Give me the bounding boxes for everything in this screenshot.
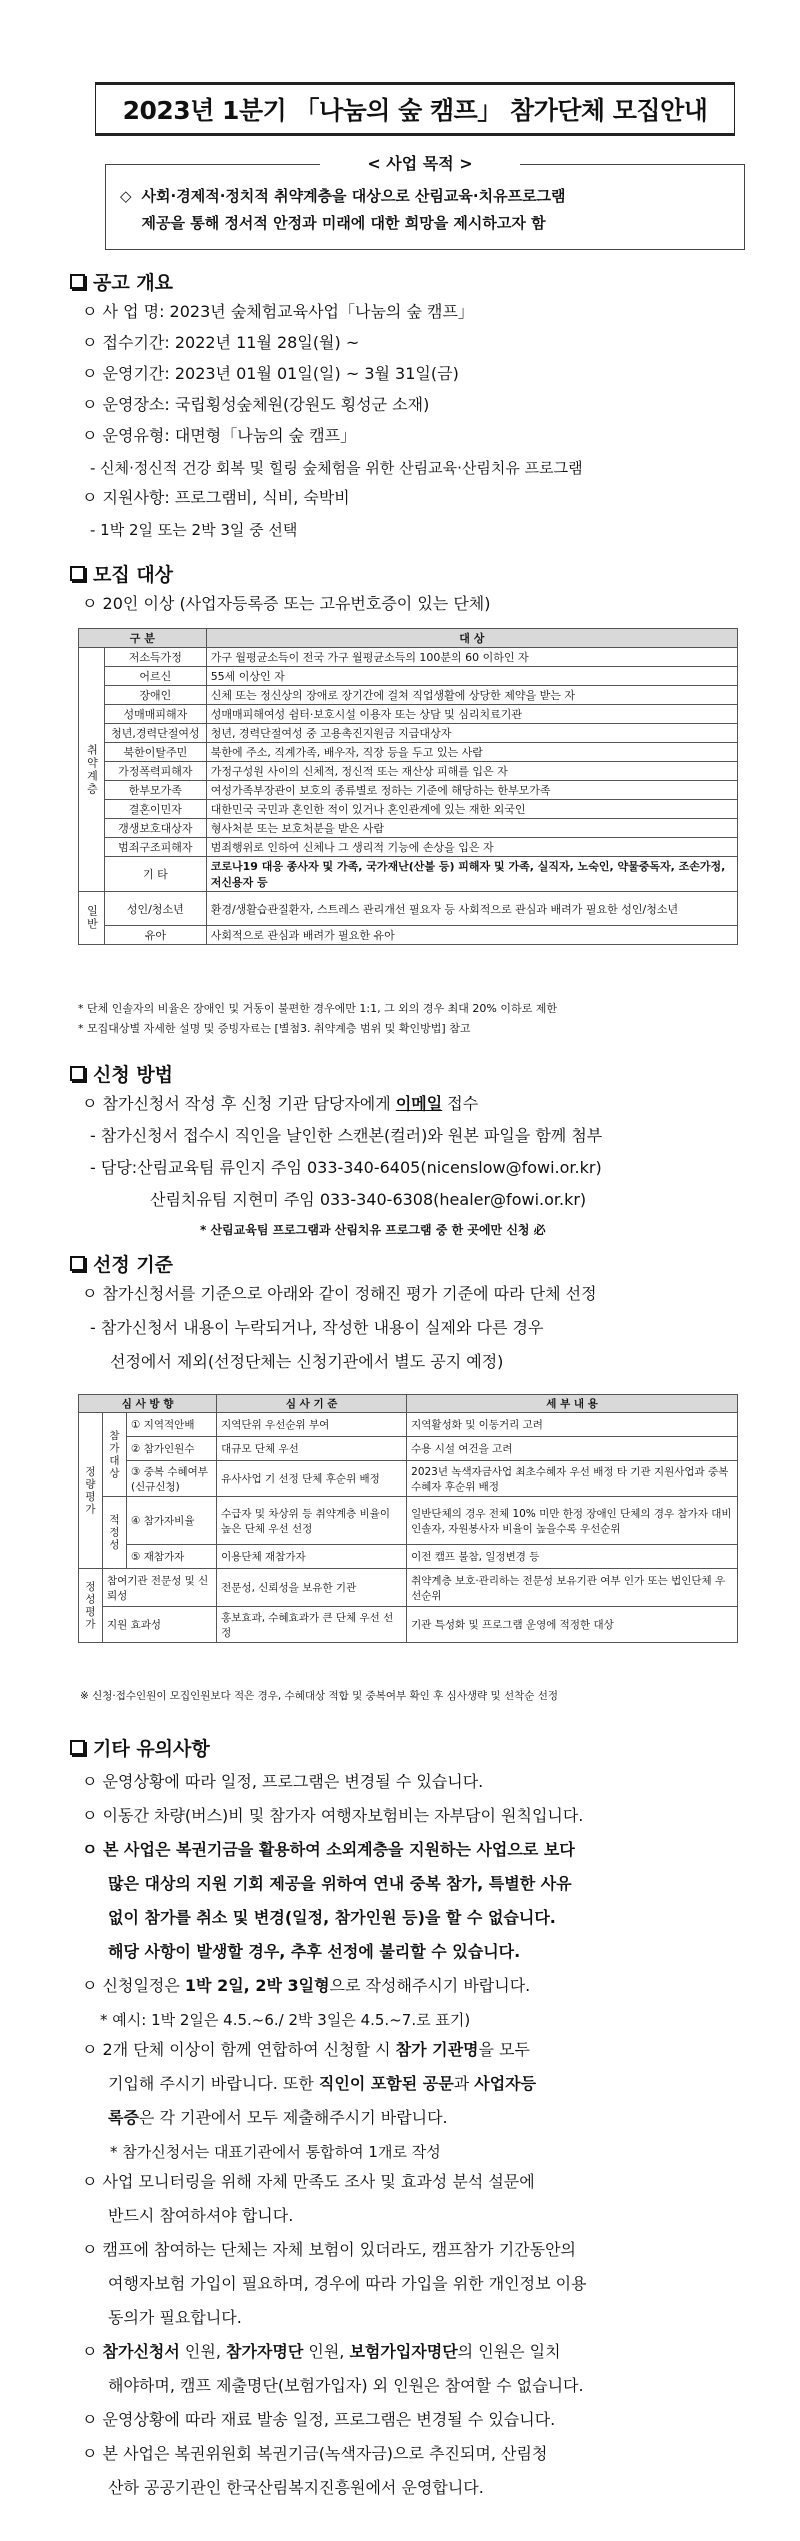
notice-item: - 1박 2일 또는 2박 3일 중 선택 [90,521,298,539]
target-type: 장애인 [105,686,207,705]
purpose-line-2: 제공을 통해 정서적 안정과 미래에 대한 희망을 제시하고자 함 [141,214,546,232]
selection-criteria: 전문성, 신뢰성을 보유한 기관 [217,1569,407,1607]
selection-sub-1: 참가대상 [103,1413,127,1497]
selection-col-3: 세 부 내 용 [407,1395,738,1413]
target-desc: 여성가족부장관이 보호의 종류별로 정하는 기준에 해당하는 한부모가족 [206,781,737,800]
selection-line-1: ㅇ 참가신청서를 기준으로 아래와 같이 정해진 평가 기준에 따라 단체 선정 [82,1284,597,1303]
target-type: 어르신 [105,667,207,686]
target-col-group: 구 분 [79,629,207,648]
other-line: ㅇ 2개 단체 이상이 함께 연합하여 신청할 시 참가 기관명을 모두 [82,2040,530,2059]
other-line: ㅇ 운영상황에 따라 재료 발송 일정, 프로그램은 변경될 수 있습니다. [82,2410,556,2429]
other-line: ㅇ 본 사업은 복권기금을 활용하여 소외계층을 지원하는 사업으로 보다 [82,1840,575,1859]
selection-detail: 수용 시설 여건을 고려 [407,1437,738,1461]
target-col-target: 대 상 [206,629,737,648]
selection-item: 지원 효과성 [103,1607,217,1643]
selection-item: ② 참가인원수 [127,1437,217,1461]
notice-heading [70,268,173,295]
other-line: 기입해 주시기 바랍니다. 또한 직인이 포함된 공문과 사업자등 [108,2074,537,2093]
other-line: 해당 사항이 발생할 경우, 추후 선정에 불리할 수 있습니다. [108,1942,521,1961]
other-line: * 예시: 1박 2일은 4.5.~6./ 2박 3일은 4.5.~7.로 표기) [100,2011,471,2029]
selection-note: ※ 신청·접수인원이 모집인원보다 적은 경우, 수혜대상 적합 및 중복여부 확인 후 심사생략 및 선착순 선정 [80,1690,559,1702]
square-bullet-icon [70,566,85,581]
target-desc: 청년, 경력단절여성 중 고용촉진지원금 지급대상자 [206,724,737,743]
purpose-section [105,152,745,254]
other-line: 여행자보험 가입이 필요하며, 경우에 따라 가입을 위한 개인정보 이용 [108,2274,587,2293]
target-type: 기 타 [105,857,207,892]
selection-criteria: 지역단위 우선순위 부여 [217,1413,407,1437]
selection-heading [70,1250,173,1277]
target-desc: 대한민국 국민과 혼인한 적이 있거나 혼인관계에 있는 재한 외국인 [206,800,737,819]
selection-sub-2: 적정성 [103,1497,127,1569]
selection-detail: 2023년 녹색자금사업 최초수혜자 우선 배정 타 기관 지원사업과 중복수혜자 후순위 배정 [407,1461,738,1497]
page-title: 2023년 1분기 「나눔의 숲 캠프」 참가단체 모집안내 [95,82,735,136]
selection-criteria: 유사사업 기 선정 단체 후순위 배정 [217,1461,407,1497]
other-line: * 참가신청서는 대표기관에서 통합하여 1개로 작성 [110,2143,441,2161]
other-line: 동의가 필요합니다. [108,2308,242,2327]
target-heading [70,560,173,587]
square-bullet-icon [70,1740,85,1755]
selection-criteria: 홍보효과, 수혜효과가 큰 단체 우선 선정 [217,1607,407,1643]
target-type: 가정폭력피해자 [105,762,207,781]
target-desc: 북한에 주소, 직계가족, 배우자, 직장 등을 두고 있는 사람 [206,743,737,762]
square-bullet-icon [70,274,85,289]
selection-item: ⑤ 재참가자 [127,1545,217,1569]
purpose-label: < 사업 목적 > [320,152,520,176]
target-desc: 범죄행위로 인하여 신체나 그 생리적 기능에 손상을 입은 자 [206,838,737,857]
square-bullet-icon [70,1066,85,1081]
notice-item: ㅇ 운영기간: 2023년 01월 01일(일) ~ 3월 31일(금) [82,364,459,383]
selection-criteria: 수급자 및 차상위 등 취약계층 비율이 높은 단체 우선 선정 [217,1497,407,1545]
selection-col-2: 심 사 기 준 [217,1395,407,1413]
selection-detail: 지역활성화 및 이동거리 고려 [407,1413,738,1437]
other-line: ㅇ 신청일정은 1박 2일, 2박 3일형으로 작성해주시기 바랍니다. [82,1976,531,1995]
target-type: 결혼이민자 [105,800,207,819]
other-line: 해야하며, 캠프 제출명단(보험가입자) 외 인원은 참여할 수 없습니다. [108,2376,584,2395]
selection-criteria: 이용단체 재참가자 [217,1545,407,1569]
purpose-box [105,164,745,250]
target-type: 성매매피해자 [105,705,207,724]
target-heading-text: 모집 대상 [93,564,174,586]
selection-col-1: 심 사 방 향 [79,1395,217,1413]
other-line: ㅇ 캠프에 참여하는 단체는 자체 보험이 있더라도, 캠프참가 기간동안의 [82,2240,576,2259]
selection-group-1: 정량평가 [79,1413,103,1569]
selection-item: ③ 중복 수혜여부 (신규신청) [127,1461,217,1497]
target-desc: 55세 이상인 자 [206,667,737,686]
apply-line-2: - 참가신청서 접수시 직인을 날인한 스캔본(컬러)와 원본 파일을 함께 첨부 [90,1126,603,1145]
target-desc: 환경/생활습관질환자, 스트레스 관리개선 필요자 등 사회적으로 관심과 배려가 필요한 성인/청소년 [206,892,737,926]
selection-item: 참여기관 전문성 및 신뢰성 [103,1569,217,1607]
target-desc: 사회적으로 관심과 배려가 필요한 유아 [206,926,737,945]
apply-contact-2: 산림치유팀 지현미 주임 033-340-6308(healer@fowi.or.kr) [150,1190,587,1209]
target-table [78,628,738,945]
selection-detail: 이전 캠프 불참, 일정변경 등 [407,1545,738,1569]
target-type: 범죄구조피해자 [105,838,207,857]
target-type: 저소득가정 [105,648,207,667]
other-line: ㅇ 운영상황에 따라 일정, 프로그램은 변경될 수 있습니다. [82,1772,484,1791]
selection-line-3: 선정에서 제외(선정단체는 신청기관에서 별도 공지 예정) [110,1352,504,1371]
other-heading-text: 기타 유의사항 [93,1738,210,1760]
target-note-1: * 단체 인솔자의 비율은 장애인 및 거동이 불편한 경우에만 1:1, 그 외의 경우 최대 20% 이하로 제한 [78,1002,558,1015]
square-bullet-icon [70,1256,85,1271]
other-line: 많은 대상의 지원 기회 제공을 위하여 연내 중복 참가, 특별한 사유 [108,1874,572,1893]
target-desc: 코로나19 대응 종사자 및 가족, 국가재난(산불 등) 피해자 및 가족, 실직자, 노숙인, 약물중독자, 조손가정, 저신용자 등 [206,857,737,892]
target-type: 성인/청소년 [105,892,207,926]
notice-item: ㅇ 접수기간: 2022년 11월 28일(월) ~ [82,333,360,352]
notice-heading-text: 공고 개요 [93,272,174,294]
selection-item: ① 지역적안배 [127,1413,217,1437]
email-emphasis: 이메일 [395,1094,443,1113]
notice-item: ㅇ 운영유형: 대면형「나눔의 숲 캠프」 [82,426,357,445]
other-line: 없이 참가를 취소 및 변경(일정, 참가인원 등)을 할 수 없습니다. [108,1908,556,1927]
target-desc: 성매매피해여성 쉼터·보호시설 이용자 또는 상담 및 심리치료기관 [206,705,737,724]
target-intro: ㅇ 20인 이상 (사업자등록증 또는 고유번호증이 있는 단체) [82,594,491,613]
target-type: 청년,경력단절여성 [105,724,207,743]
purpose-line-1: 사회·경제적·정치적 취약계층을 대상으로 산림교육·치유프로그램 [141,187,566,205]
notice-item: ㅇ 지원사항: 프로그램비, 식비, 숙박비 [82,488,350,507]
other-heading [70,1734,210,1761]
selection-group-2: 정성평가 [79,1569,103,1643]
target-type: 유아 [105,926,207,945]
apply-line-1: ㅇ 참가신청서 작성 후 신청 기관 담당자에게 이메일 접수 [82,1094,479,1113]
target-desc: 가구 월평균소득이 전국 가구 월평균소득의 100분의 60 이하인 자 [206,648,737,667]
target-type: 북한이탈주민 [105,743,207,762]
target-group-vulnerable: 취약계층 [79,648,105,892]
selection-line-2: - 참가신청서 내용이 누락되거나, 작성한 내용이 실제와 다른 경우 [90,1318,544,1337]
selection-detail: 기관 특성화 및 프로그램 운영에 적정한 대상 [407,1607,738,1643]
target-note-2: * 모집대상별 자세한 설명 및 증빙자료는 [별첨3. 취약계층 범위 및 확인방법] 참고 [78,1022,471,1035]
notice-item: - 신체·정신적 건강 회복 및 힐링 숲체험을 위한 산림교육·산림치유 프로그램 [90,459,583,477]
diamond-icon: ◇ [120,187,132,205]
apply-contact-1: - 담당:산림교육팀 류인지 주임 033-340-6405(nicenslow@fowi.or.kr) [90,1158,602,1177]
other-line: 산하 공공기관인 한국산림복지진흥원에서 운영합니다. [108,2478,484,2497]
other-line: ㅇ 참가신청서 인원, 참가자명단 인원, 보험가입자명단의 인원은 일치 [82,2342,561,2361]
apply-heading-text: 신청 방법 [93,1064,174,1086]
target-type: 갱생보호대상자 [105,819,207,838]
other-line: ㅇ 본 사업은 복권위원회 복권기금(녹색자금)으로 추진되며, 산림청 [82,2444,548,2463]
target-desc: 신체 또는 정신상의 장애로 장기간에 걸쳐 직업생활에 상당한 제약을 받는 자 [206,686,737,705]
other-line: 반드시 참여하셔야 합니다. [108,2206,294,2225]
selection-detail: 일반단체의 경우 전체 10% 미만 한정 장애인 단체의 경우 참가자 대비 인솔자, 자원봉사자 비율이 높을수록 우선순위 [407,1497,738,1545]
selection-detail: 취약계층 보호·관리하는 전문성 보유기관 여부 인가 또는 법인단체 우선순위 [407,1569,738,1607]
selection-item: ④ 참가자비율 [127,1497,217,1545]
target-desc: 가정구성원 사이의 신체적, 정신적 또는 재산상 피해를 입은 자 [206,762,737,781]
target-desc: 형사처분 또는 보호처분을 받은 사람 [206,819,737,838]
notice-item: ㅇ 사 업 명: 2023년 숲체험교육사업「나눔의 숲 캠프」 [82,302,474,321]
apply-note: * 산림교육팀 프로그램과 산림치유 프로그램 중 한 곳에만 신청 必 [200,1223,546,1237]
other-line: ㅇ 이동간 차량(버스)비 및 참가자 여행자보험비는 자부담이 원칙입니다. [82,1806,584,1825]
notice-item: ㅇ 운영장소: 국립횡성숲체원(강원도 횡성군 소재) [82,395,430,414]
target-type: 한부모가족 [105,781,207,800]
apply-heading [70,1060,173,1087]
target-group-general: 일반 [79,892,105,945]
selection-heading-text: 선정 기준 [93,1254,174,1276]
other-line: 록증은 각 기관에서 모두 제출해주시기 바랍니다. [108,2108,448,2127]
other-line: ㅇ 사업 모니터링을 위해 자체 만족도 조사 및 효과성 분석 설문에 [82,2172,535,2191]
selection-table [78,1394,738,1643]
selection-criteria: 대규모 단체 우선 [217,1437,407,1461]
